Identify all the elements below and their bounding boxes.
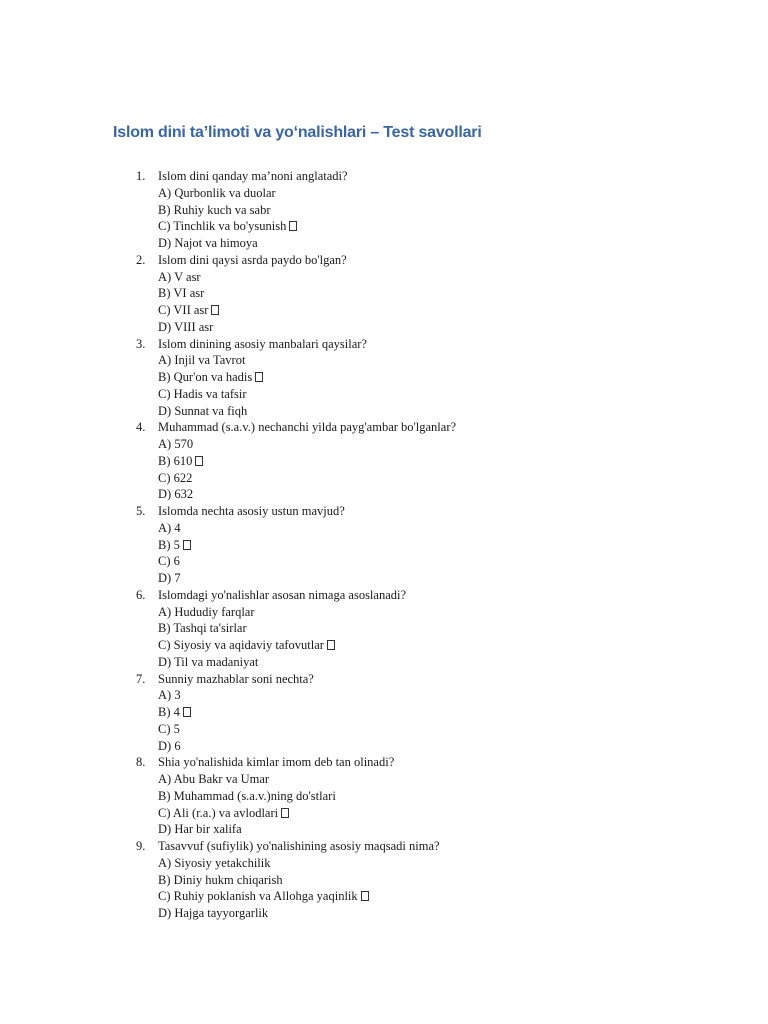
answer-option-label: B) Ruhiy kuch va sabr <box>158 202 271 217</box>
answer-option <box>158 520 456 537</box>
answer-option-label: C) Tinchlik va bo'ysunish <box>158 219 287 234</box>
answer-option-label: C) 6 <box>158 554 180 569</box>
question-item <box>0 168 456 252</box>
answer-option-label: D) Har bir xalifa <box>158 822 242 837</box>
answer-marker-icon <box>281 808 289 818</box>
question-item <box>0 671 456 755</box>
question-number: 5. <box>136 504 146 518</box>
answer-option-label: B) Qur'on va hadis <box>158 370 253 384</box>
answer-option-label: A) V asr <box>158 269 201 284</box>
answer-option-label: A) 570 <box>158 437 194 451</box>
answer-option-label: D) 6 <box>158 738 181 753</box>
answer-option <box>158 185 456 202</box>
question-text: Tasavvuf (sufiylik) yo'nalishining asosiy maqsadi nima? <box>158 839 440 853</box>
question-number: 2. <box>136 252 146 267</box>
answer-option <box>158 905 456 922</box>
answer-option-label: D) Sunnat va fiqh <box>158 403 248 418</box>
answer-option <box>158 721 456 738</box>
answer-option <box>158 888 456 905</box>
answer-option <box>158 704 456 721</box>
answer-option-label: A) 3 <box>158 688 181 703</box>
question-text: Islomdagi yo'nalishlar asosan nimaga asoslanadi? <box>158 587 407 602</box>
answer-option-label: B) 5 <box>158 537 180 552</box>
answer-option <box>158 486 456 503</box>
answer-option-label: D) Najot va himoya <box>158 236 258 250</box>
answer-option-label: D) VIII asr <box>158 319 214 334</box>
answer-marker-icon <box>195 456 203 466</box>
question-number: 9. <box>136 839 146 853</box>
question-text: Islom dini qaysi asrda paydo bo'lgan? <box>158 252 347 267</box>
answer-option-label: B) Tashqi ta'sirlar <box>158 621 247 636</box>
answer-option <box>158 436 456 453</box>
answer-option-label: B) Muhammad (s.a.v.)ning do'stlari <box>158 788 336 803</box>
answer-option <box>158 403 456 420</box>
answer-marker-icon <box>361 891 369 901</box>
answer-marker-icon <box>211 305 219 315</box>
question-number: 4. <box>136 420 146 435</box>
answer-option-label: A) Injil va Tavrot <box>158 353 246 368</box>
answer-option <box>158 620 456 637</box>
answer-option <box>158 872 456 889</box>
answer-option-label: C) 5 <box>158 721 180 736</box>
answer-option-label: A) Abu Bakr va Umar <box>158 772 270 786</box>
question-number: 6. <box>136 587 146 602</box>
answer-option-label: C) 622 <box>158 470 193 485</box>
question-text: Islom dini qanday ma’noni anglatadi? <box>158 169 348 183</box>
answer-option <box>158 604 456 621</box>
answer-option-label: D) 632 <box>158 487 194 502</box>
answer-option-label: A) 4 <box>158 520 181 535</box>
answer-option <box>158 285 456 302</box>
question-number: 7. <box>136 671 146 686</box>
question-number: 1. <box>136 169 146 183</box>
answer-option <box>158 202 456 219</box>
answer-marker-icon <box>183 540 191 550</box>
answer-option <box>158 218 456 235</box>
answer-option-label: C) Siyosiy va aqidaviy tafovutlar <box>158 638 324 652</box>
answer-option <box>158 453 456 470</box>
question-number: 3. <box>136 336 146 351</box>
answer-marker-icon <box>183 707 191 717</box>
answer-option-label: A) Qurbonlik va duolar <box>158 185 276 200</box>
answer-option <box>158 319 456 336</box>
answer-option-label: A) Hududiy farqlar <box>158 604 255 619</box>
answer-option-label: D) Hajga tayyorgarlik <box>158 906 269 920</box>
question-item <box>0 336 456 420</box>
answer-option <box>158 771 456 788</box>
answer-option <box>158 386 456 403</box>
answer-option-label: A) Siyosiy yetakchilik <box>158 855 271 870</box>
answer-option <box>158 470 456 487</box>
answer-option <box>158 654 456 671</box>
question-text: Islom dinining asosiy manbalari qaysilar? <box>158 336 367 351</box>
answer-marker-icon <box>255 372 263 382</box>
question-item <box>0 754 456 838</box>
answer-option-label: D) 7 <box>158 571 181 585</box>
answer-option <box>158 269 456 286</box>
question-number: 8. <box>136 755 146 770</box>
answer-option-label: C) VII asr <box>158 303 209 317</box>
answer-marker-icon <box>327 640 335 650</box>
answer-option <box>158 738 456 755</box>
answer-option <box>158 637 456 654</box>
question-item <box>0 587 456 671</box>
answer-option <box>158 788 456 805</box>
answer-option-label: D) Til va madaniyat <box>158 654 259 669</box>
question-text: Shia yo'nalishida kimlar imom deb tan olinadi? <box>158 755 395 770</box>
answer-option-label: B) 4 <box>158 705 180 719</box>
answer-option <box>158 369 456 386</box>
question-text: Islomda nechta asosiy ustun mavjud? <box>158 504 345 518</box>
question-item <box>0 419 456 503</box>
answer-option <box>158 821 456 838</box>
answer-option-label: B) 610 <box>158 453 193 468</box>
answer-option-label: C) Ruhiy poklanish va Allohga yaqinlik <box>158 889 358 904</box>
question-item <box>0 252 456 336</box>
answer-option <box>158 805 456 822</box>
answer-option-label: B) Diniy hukm chiqarish <box>158 872 283 887</box>
answer-option <box>158 235 456 252</box>
answer-option <box>158 570 456 587</box>
question-item <box>0 503 456 587</box>
question-item <box>0 838 456 922</box>
answer-option <box>158 537 456 554</box>
answer-option <box>158 352 456 369</box>
answer-option <box>158 855 456 872</box>
answer-option <box>158 302 456 319</box>
question-text: Muhammad (s.a.v.) nechanchi yilda payg'ambar bo'lganlar? <box>158 420 457 435</box>
answer-option-label: B) VI asr <box>158 286 205 301</box>
answer-option-label: C) Ali (r.a.) va avlodlari <box>158 805 279 820</box>
answer-option-label: C) Hadis va tafsir <box>158 386 247 401</box>
question-list <box>0 168 456 922</box>
answer-marker-icon <box>289 221 297 231</box>
question-text: Sunniy mazhablar soni nechta? <box>158 671 314 686</box>
document-title: Islom dini ta’limoti va yo‘nalishlari – Test savollari <box>113 124 482 141</box>
answer-option <box>158 687 456 704</box>
answer-option <box>158 553 456 570</box>
